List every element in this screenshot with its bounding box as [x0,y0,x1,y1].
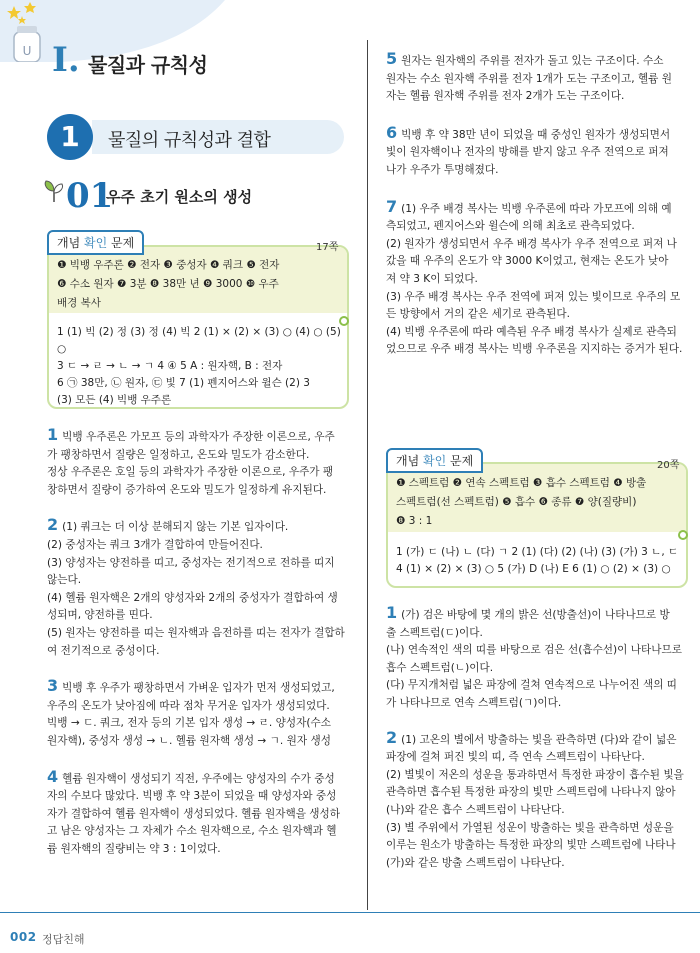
answer-line: 3 ㄷ → ㄹ → ㄴ → ㄱ 4 ④ 5 A : 원자핵, B : 전자 [57,360,283,372]
line-text: (다) 무지개처럼 넓은 파장에 걸쳐 연속적으로 나누어진 색의 띠 [386,679,678,692]
paragraph-line [386,604,686,625]
book-label: 정답친해 [42,933,85,946]
line-text: 가 팽창하면서 질량은 일정하고, 온도와 밀도가 감소한다. [47,448,310,461]
line-text: 빅뱅 우주론은 가모프 등의 과학자가 주장한 이론으로, 우주 [62,431,335,443]
paragraph-line [47,590,347,608]
paragraph-line [47,733,347,751]
paragraph-line [386,50,686,71]
paragraph-line [47,768,347,789]
box-corner-dot [339,316,349,326]
paragraph-line [47,607,347,625]
paragraph-line [47,677,347,698]
left-answer-column [47,426,347,858]
line-text: (3) 별 주위에서 가열된 성운이 방출하는 빛을 관측하면 성운을 [386,821,674,834]
paragraph-line [386,642,686,660]
paragraph-line [386,71,686,89]
answer-line: 1 (가) ㄷ (나) ㄴ (다) ㄱ 2 (1) (다) (2) (나) (3) (가) 3 ㄴ, ㄷ [396,546,679,558]
answer-number: 3 [47,676,59,696]
answer-number: 6 [386,122,398,142]
box1-answers [57,324,342,409]
chapter-title: 물질의 규칙성과 결합 [108,130,271,151]
line-text: 가 나타나므로 연속 스펙트럼(ㄱ)이다. [386,696,562,709]
answer-number: 5 [386,49,398,68]
answer-line: 4 (1) × (2) × (3) ○ 5 (가) D (나) E 6 (1) ○ (2) × (3) ○ [396,563,671,575]
line-text: (2) 별빛이 저온의 성운을 통과하면서 특정한 파장이 흡수된 빛을 [386,768,684,781]
line-text: 빛이 원자핵이나 전자의 방해를 받지 않고 우주 전역으로 퍼져 [386,146,669,159]
line-text: (1) 고온의 별에서 방출하는 빛을 관측하면 (다)와 같이 넓은 [401,733,677,746]
box-corner-dot [678,530,688,540]
line-text: 출 스펙트럼(ㄷ)이다. [386,626,483,639]
key-line: ❶ 빅뱅 우주론 ❷ 전자 ❸ 중성자 ❹ 쿼크 ❺ 전자 [57,259,280,271]
paragraph-line [47,625,347,643]
paragraph-line [386,820,686,838]
paragraph-line [47,572,347,590]
paragraph-line [386,837,686,855]
line-text: (4) 빅뱅 우주론에 따라 예측된 우주 배경 복사가 실제로 관측되 [386,325,677,338]
line-text: 정상 우주론은 호일 등의 과학자가 주장한 이론으로, 우주가 팽 [47,466,334,479]
answer-number: 2 [386,727,398,747]
answer-number: 7 [386,196,398,216]
paragraph-line [386,306,686,324]
answer-paragraph [47,768,347,859]
answer-paragraph [386,198,686,359]
line-text: 고 남은 양성자는 그 자체가 수소 원자핵으로, 수소 원자핵과 헬 [47,825,337,838]
line-text: (2) 원자가 생성되면서 우주 배경 복사가 우주 전역으로 퍼져 나 [386,237,677,250]
paragraph-line [386,144,686,162]
paragraph-line [47,537,347,555]
answer-line: 1 (1) 빅 (2) 정 (3) 정 (4) 빅 2 (1) × (2) × (3) ○ (4) ○ (5) ○ [57,326,341,355]
paragraph-line [386,784,686,802]
line-text: 빅뱅 후 우주가 팽창하면서 가벼운 입자가 먼저 생성되었고, [62,682,335,695]
key-line: 스펙트럼(선 스펙트럼) ❺ 흡수 ❻ 종류 ❼ 양(질량비) [396,496,637,508]
paragraph-line [386,236,686,254]
answer-paragraph [386,729,686,873]
paragraph-line [386,88,686,106]
line-text: 져 약 3 K이 되었다. [386,272,478,285]
box2-answers [396,544,681,578]
line-text: 자의 수보다 많았다. 빅뱅 후 약 3분이 되었을 때 양성자와 중성 [47,790,337,803]
answer-paragraph [386,50,686,106]
paragraph-line [47,715,347,733]
paragraph-line [386,253,686,271]
line-text: 륨 원자핵의 질량비는 약 3 : 1이었다. [47,842,221,855]
paragraph-line [386,802,686,820]
line-text: 관측하면 흡수된 특정한 파장의 빛만 스펙트럼에 나타나지 않아 [386,786,676,799]
line-text: (가)와 같은 방출 스펙트럼이 나타난다. [386,856,565,869]
line-text: 빅뱅 후 약 38만 년이 되었을 때 중성인 원자가 생성되면서 [401,128,671,141]
line-text: 원자핵), 중성자 생성 → ㄴ. 헬륨 원자핵 생성 → ㄱ. 원자 생성 [47,734,331,747]
footer-rule [0,912,700,913]
paragraph-line [47,447,347,465]
line-text: (나)와 같은 흡수 스펙트럼이 나타난다. [386,803,565,816]
key-line: ❻ 수소 원자 ❼ 3분 ❽ 38만 년 ❾ 3000 ❿ 우주 [57,278,279,290]
paragraph-line [386,767,686,785]
answer-paragraph [386,604,686,713]
line-text: (2) 중성자는 쿼크 3개가 결합하여 만들어진다. [47,538,263,551]
chapter-number: 1 [47,114,93,160]
line-text: (가) 검은 바탕에 몇 개의 밝은 선(방출선)이 나타나므로 방 [401,609,670,621]
box2-key-terms [396,474,681,531]
paragraph-line [47,823,347,841]
key-line: 배경 복사 [57,297,101,309]
section-sprout-icon [42,178,66,204]
line-text: 빅뱅 → ㄷ. 쿼크, 전자 등의 기본 입자 생성 → ㄹ. 양성자(수소 [47,717,331,730]
paragraph-line [386,162,686,180]
line-text: 이루는 원소가 방출하는 특정한 파장의 빛만 스펙트럼에 나타나 [386,839,676,852]
box1-page-ref: 17쪽 [316,242,339,253]
paragraph-line [386,625,686,643]
paragraph-line [386,289,686,307]
line-text: 나가 우주가 투명해졌다. [386,163,499,176]
section-title: 우주 초기 원소의 생성 [106,188,253,206]
line-text: 갔을 때 우주의 온도가 약 3000 K이었고, 현재는 온도가 낮아 [386,255,669,268]
line-text: (나) 연속적인 색의 띠를 바탕으로 검은 선(흡수선)이 나타나므로 [386,644,682,657]
answer-paragraph [386,124,686,180]
line-text: (1) 쿼크는 더 이상 분해되지 않는 기본 입자이다. [62,521,289,534]
line-text: 측되었고, 펜지어스와 윌슨에 의해 최초로 관측되었다. [386,220,635,233]
paragraph-line [386,749,686,767]
paragraph-line [386,218,686,236]
line-text: (5) 원자는 양전하를 띠는 원자핵과 음전하를 띠는 전자가 결합하 [47,626,345,639]
part-number: I. [52,40,80,80]
box1-key-terms [57,256,342,313]
paragraph-line [47,788,347,806]
paragraph-line [386,855,686,873]
line-text: 자가 결합하여 헬륨 원자핵이 생성되었다. 헬륨 원자핵을 생성하 [47,807,341,820]
answer-number: 4 [47,766,59,786]
line-text: 헬륨 원자핵이 생성되기 직전, 우주에는 양성자의 수가 중성 [62,772,335,785]
paragraph-line [386,124,686,145]
line-text: 성되며, 양전하를 띤다. [47,609,153,622]
paragraph-line [47,698,347,716]
line-text: 여 전기적으로 중성이다. [47,644,160,657]
key-line: ❶ 스펙트럼 ❷ 연속 스펙트럼 ❸ 흡수 스펙트럼 ❹ 방출 [396,477,647,489]
paragraph-line [386,729,686,750]
answer-number: 1 [47,425,59,444]
concept-check-tab-2: 개념 확인 문제 [386,448,483,473]
paragraph-line [47,482,347,500]
answer-paragraph [47,677,347,750]
answer-line: 6 ㉠ 38만, ㉡ 원자, ㉢ 빛 7 (1) 펜지어스와 윌슨 (2) 3 [57,377,310,389]
paragraph-line [386,198,686,219]
answer-line: (3) 모든 (4) 빅뱅 우주론 [57,394,172,406]
svg-text:U: U [22,44,32,58]
line-text: (3) 양성자는 양전하를 띠고, 중성자는 전기적으로 전하를 띠지 [47,556,335,569]
right-answer-column-top [386,50,686,359]
column-divider [367,40,368,910]
paragraph-line [47,516,347,537]
paragraph-line [386,271,686,289]
paragraph-line [386,660,686,678]
answer-number: 2 [47,515,59,535]
line-text: (1) 우주 배경 복사는 빅뱅 우주론에 따라 가모프에 의해 예 [401,202,672,215]
paragraph-line [386,677,686,695]
line-text: (4) 헬륨 원자핵은 2개의 양성자와 2개의 중성자가 결합하여 생 [47,591,338,604]
line-text: (3) 우주 배경 복사는 우주 전역에 퍼져 있는 빛이므로 우주의 모 [386,290,681,303]
line-text: 창하면서 질량이 증가하여 온도와 밀도가 일정하게 유지된다. [47,483,327,496]
concept-check-tab-1: 개념 확인 문제 [47,230,144,255]
answer-number: 1 [386,603,398,622]
line-text: 든 방향에서 거의 같은 세기로 관측된다. [386,308,570,321]
answer-paragraph [47,516,347,660]
box2-page-ref: 20쪽 [657,460,680,471]
paragraph-line [386,324,686,342]
line-text: 원자는 원자핵의 주위를 전자가 돌고 있는 구조이다. 수소 [401,55,664,67]
answer-paragraph [47,426,347,499]
line-text: 흡수 스펙트럼(ㄴ)이다. [386,661,494,674]
paragraph-line [47,464,347,482]
paragraph-line [47,806,347,824]
section-number: 01 [66,176,114,216]
line-text: 었으므로 우주 배경 복사는 빅뱅 우주론을 지지하는 증거가 된다. [386,343,683,356]
key-line: ❽ 3 : 1 [396,515,433,527]
page-number: 002 [10,930,37,944]
line-text: 않는다. [47,574,82,587]
paragraph-line [386,695,686,713]
paragraph-line [47,841,347,859]
paragraph-line [47,426,347,447]
line-text: 자는 헬륨 원자핵 주위를 전자 2개가 도는 구조이다. [386,90,625,103]
paragraph-line [47,555,347,573]
part-title: 물질과 규칙성 [88,53,208,77]
line-text: 파장에 걸쳐 퍼진 빛의 띠, 즉 연속 스펙트럼이 나타난다. [386,751,645,764]
line-text: 원자는 수소 원자핵 주위를 전자 1개가 도는 구조이고, 헬륨 원 [386,72,673,85]
line-text: 우주의 온도가 낮아짐에 따라 점차 무거운 입자가 생성되었다. [47,699,330,712]
right-answer-column-bottom [386,604,686,872]
paragraph-line [47,643,347,661]
paragraph-line [386,341,686,359]
